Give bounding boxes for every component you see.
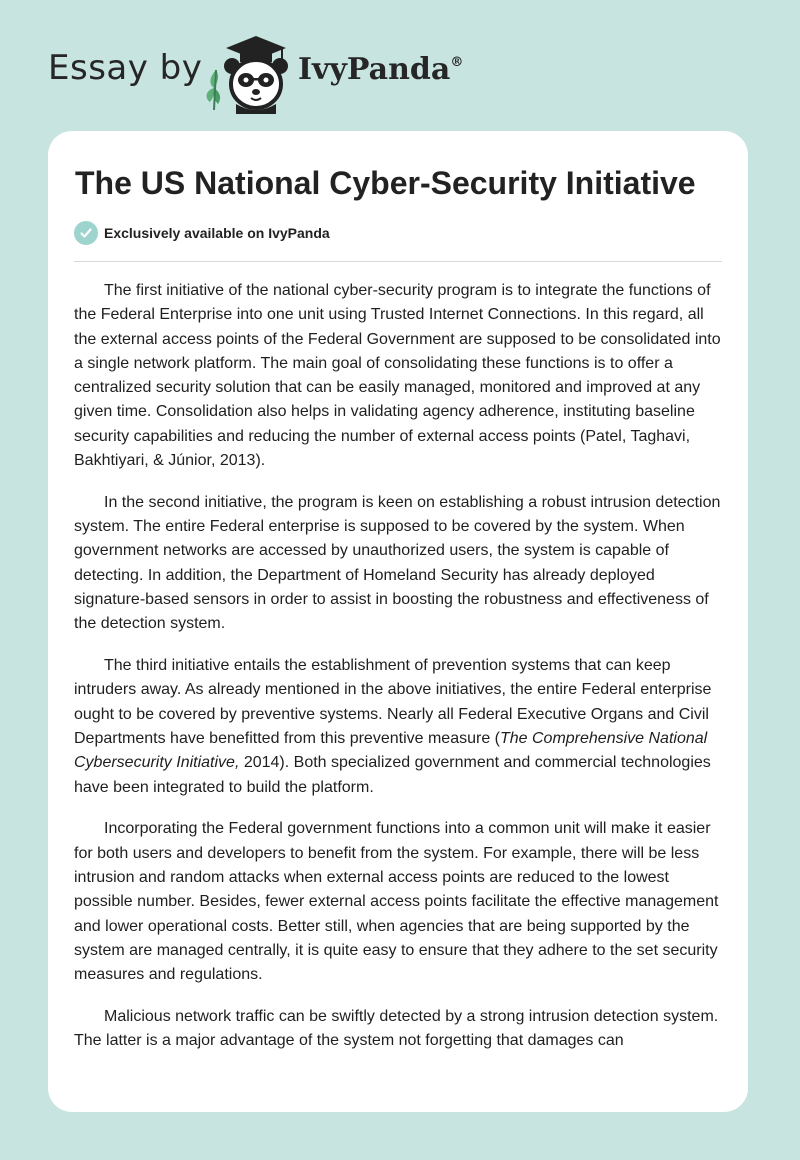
trademark-symbol: ® (450, 55, 464, 70)
exclusive-badge-label: Exclusively available on IvyPanda (104, 225, 330, 241)
page-title: The US National Cyber-Security Initiative (75, 165, 696, 201)
paragraph: Malicious network traffic can be swiftly detected by a strong intrusion detection system. The latter is a major advantage of the system not forgetting that damages can (74, 1008, 719, 1050)
check-circle-icon (74, 221, 98, 245)
citation-title: The Comprehensive National Cybersecurity Initiative, (74, 730, 708, 772)
divider (74, 261, 722, 262)
brand-name[interactable] (298, 52, 463, 87)
site-header (0, 0, 800, 130)
paragraph (74, 654, 724, 800)
essay-card (48, 131, 748, 1112)
paragraph: The first initiative of the national cyber-security program is to integrate the functions of the Federal Enterprise into one unit using Trusted Internet Connections. In this regard, all the external access points of the Federal Government are supposed to be consolidated into a single network platform. The main goal of consolidating these functions is to offer a centralized security solution that can be easily managed, monitored and improved at any given time. Consolidation also helps in validating agency adherence, instituting baseline security capabilities and reducing the number of external access points (Patel, Taghavi, Bakhtiyari, & Júnior, 2013). (74, 282, 721, 470)
paragraph-text: The third initiative entails the establishment of prevention systems that can keep intruders away. As already mentioned in the above initiatives, the entire Federal enterprise ought to be covered by preventive systems. Nearly all Federal Executive Organs and Civil Departments have benefitted from this preventive measure ( (74, 657, 712, 748)
brand-label: IvyPanda (298, 52, 451, 87)
exclusive-badge (74, 221, 330, 245)
panda-graduation-cap-icon (196, 30, 292, 114)
paragraph: In the second initiative, the program is keen on establishing a robust intrusion detection system. The entire Federal enterprise is supposed to be covered by the system. When government networks are accessed by unauthorized users, the system is capable of detecting. In addition, the Department of Homeland Security has already deployed signature-based sensors in order to assist in boosting the robustness and effectiveness of the detection system. (74, 493, 721, 633)
essay-by-label: Essay by (48, 48, 203, 88)
essay-body (74, 279, 724, 1071)
paragraph-text: 2014). Both specialized government and commercial technologies have been integrated to build the platform. (74, 754, 711, 796)
paragraph: Incorporating the Federal government functions into a common unit will make it easier for both users and developers to benefit from the system. For example, there will be less intrusion and random attacks when external access points are reduced to the lowest possible number. Besides, fewer external access points facilitate the effective management and lower operational costs. Better still, when agencies that are being supported by the system are managed centrally, it is quite easy to ensure that they adhere to the set security measures and regulations. (74, 820, 719, 984)
ivy-leaf-icon (207, 70, 221, 110)
